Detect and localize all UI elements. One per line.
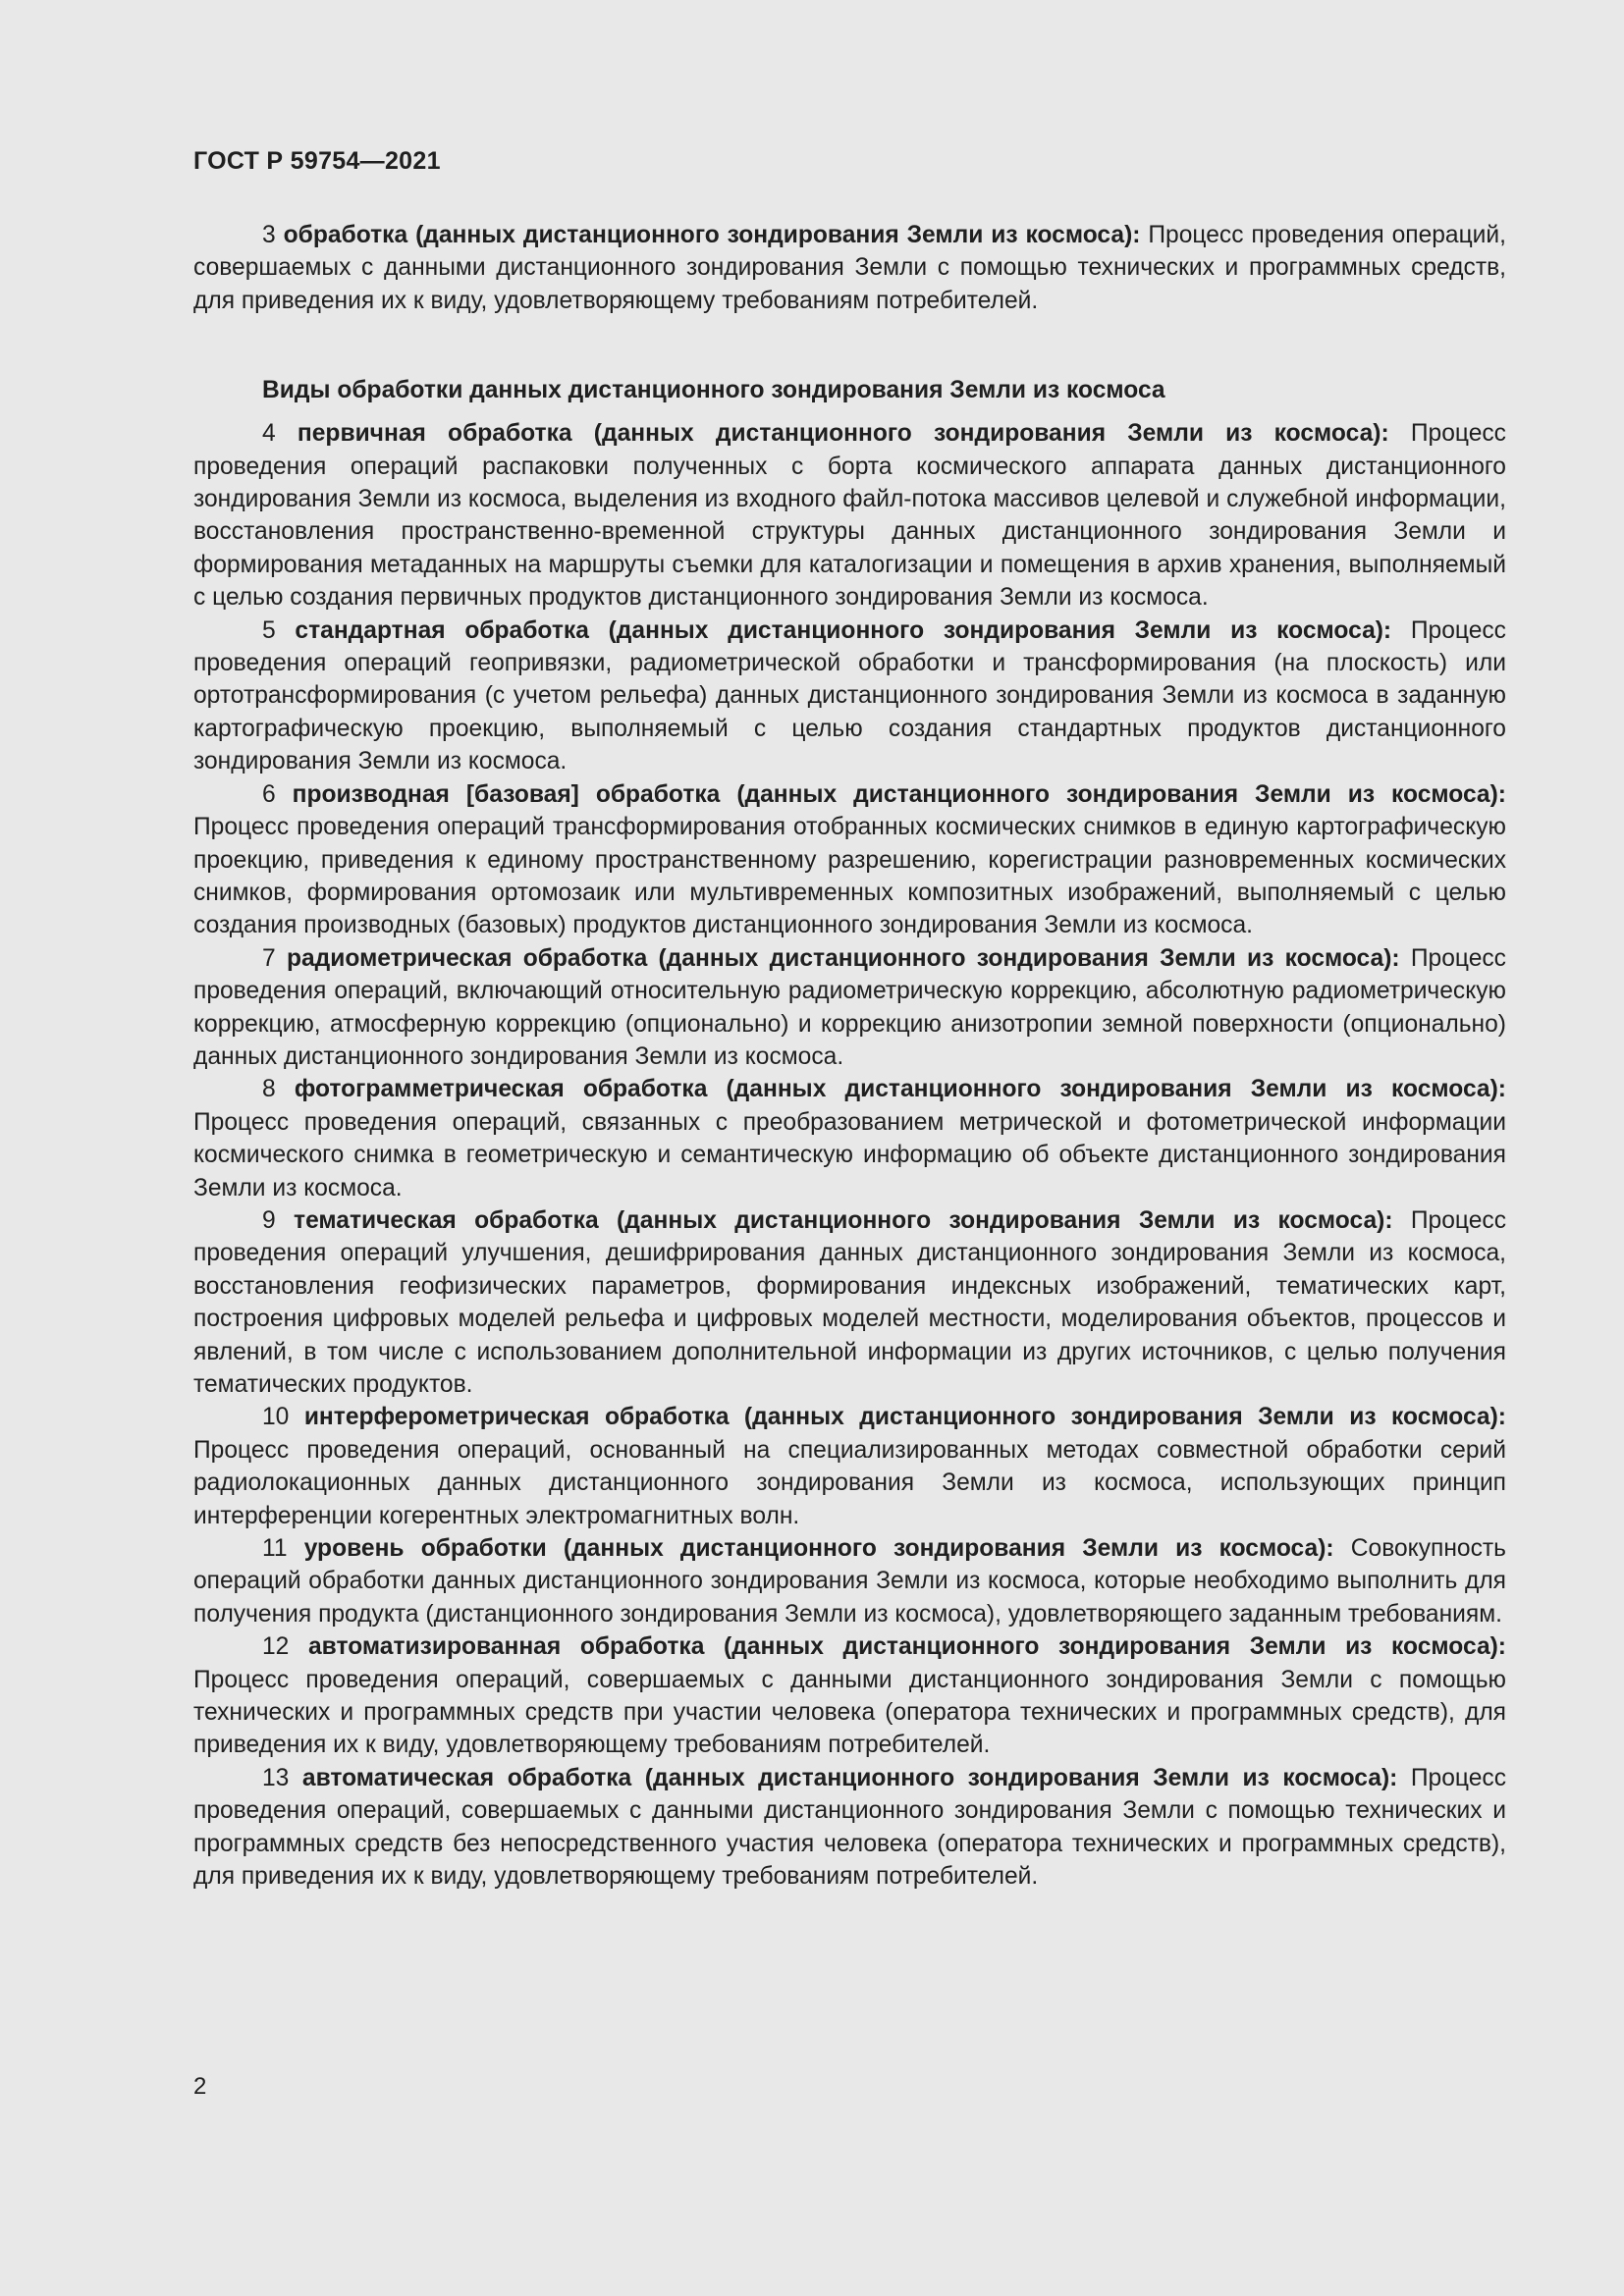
term-number: 7 [262,944,276,972]
term-title: автоматизированная обработка (данных дистанционного зондирования Земли из космоса): [308,1633,1506,1661]
term-entry [193,1401,1506,1532]
term-definition: Процесс проведения операций распаковки полученных с борта космического аппарата данных дистанционного зондирования Земли из космоса, выделения из входного файл-потока массивов целевой и служебной информации, восстановления пространственно-временной структуры данных дистанционного зондирования Земли и формирования метаданных на маршруты съемки для каталогизации и помещения в архив хранения, выполняемый с целью создания первичных продуктов дистанционного зондирования Земли из космоса. [193,420,1506,612]
term-entry [193,1762,1506,1894]
term-title: фотограмметрическая обработка (данных дистанционного зондирования Земли из космоса): [294,1076,1506,1103]
term-entry [193,614,1506,778]
term-entry [193,219,1506,317]
spacer [193,317,1506,374]
term-title: обработка (данных дистанционного зондирования Земли из космоса): [283,222,1141,248]
term-entry [193,417,1506,614]
term-definition: Процесс проведения операций улучшения, дешифрирования данных дистанционного зондирования Земли из космоса, восстановления геофизических параметров, формирования индексных изображений, тематических карт, построения цифровых моделей рельефа и цифровых моделей местности, моделирования объектов, процессов и явлений, в том числе с использованием дополнительной информации из других источников, с целью получения тематических продуктов. [193,1206,1506,1398]
term-definition: Совокупность операций обработки данных дистанционного зондирования Земли из космоса, которые необходимо выполнить для получения продукта (дистанционного зондирования Земли из космоса), удовлетворяющего заданным требованиям. [193,1535,1506,1628]
term-title: стандартная обработка (данных дистанционного зондирования Земли из космоса): [295,616,1392,644]
term-title: уровень обработки (данных дистанционного зондирования Земли из космоса): [303,1535,1334,1563]
term-entry [193,1630,1506,1762]
term-definition: Процесс проведения операций, совершаемых с данными дистанционного зондирования Земли с помощью технических и программных средств без непосредственного участия человека (оператора технических и программных средств), для приведения их к виду, удовлетворяющему требованиям потребителей. [193,1764,1506,1891]
section-heading: Виды обработки данных дистанционного зондирования Земли из космоса [262,377,1165,404]
term-definition: Процесс проведения операций трансформирования отобранных космических снимков в единую картографическую проекцию, приведения к единому пространственному разрешению, корегистрации разновременных космических снимков, формирования ортомозаик или мультивременных композитных изображений, выполняемый с целью создания производных (базовых) продуктов дистанционного зондирования Земли из космоса. [193,814,1506,939]
term-title: тематическая обработка (данных дистанционного зондирования Земли из космоса): [294,1206,1393,1234]
term-entry [193,1073,1506,1204]
page-number: 2 [193,2073,207,2100]
term-title: интерферометрическая обработка (данных дистанционного зондирования Земли из космоса): [303,1404,1506,1431]
term-number: 11 [262,1535,288,1563]
term-title: радиометрическая обработка (данных дистанционного зондирования Земли из космоса): [286,944,1400,972]
term-title: автоматическая обработка (данных дистанционного зондирования Земли из космоса): [301,1764,1398,1791]
term-number: 13 [262,1764,290,1791]
term-definition: Процесс проведения операций, основанный на специализированных методах совместной обработки серий радиолокационных данных дистанционного зондирования Земли из космоса, использующих принцип интерференции когерентных электромагнитных волн. [193,1436,1506,1529]
term-definition: Процесс проведения операций, включающий относительную радиометрическую коррекцию, абсолютную радиометрическую коррекцию, атмосферную коррекцию (опционально) и коррекцию анизотропии земной поверхности (опционально) данных дистанционного зондирования Земли из космоса. [193,944,1506,1070]
term-number: 12 [262,1633,290,1661]
term-entry [193,1532,1506,1630]
term-number: 6 [262,780,276,808]
term-definition: Процесс проведения операций геопривязки, радиометрической обработки и трансформирования (на плоскость) или ортотрансформирования (с учетом рельефа) данных дистанционного зондирования Земли из космоса в заданную картографическую проекцию, выполняемый с целью создания стандартных продуктов дистанционного зондирования Земли из космоса. [193,616,1506,775]
term-number: 8 [262,1076,276,1103]
term-title: первичная обработка (данных дистанционного зондирования Земли из космоса): [297,420,1389,448]
term-number: 5 [262,616,276,644]
document-page [193,147,1506,1894]
term-number: 4 [262,420,276,448]
document-header: ГОСТ Р 59754—2021 [193,147,441,175]
term-number: 10 [262,1404,290,1431]
term-entry [193,778,1506,942]
term-definition: Процесс проведения операций, связанных с преобразованием метрической и фотометрической информации космического снимка в геометрическую и семантическую информацию об объекте дистанционного зондирования Земли из космоса. [193,1108,1506,1201]
term-entry [193,1204,1506,1401]
term-definition: Процесс проведения операций, совершаемых с данными дистанционного зондирования Земли с помощью технических и программных средств, для приведения их к виду, удовлетворяющему требованиям потребителей. [193,222,1506,314]
term-number: 3 [262,222,276,248]
term-entry [193,942,1506,1074]
term-number: 9 [262,1206,276,1234]
term-definition: Процесс проведения операций, совершаемых с данными дистанционного зондирования Земли с помощью технических и программных средств при участии человека (оператора технических и программных средств), для приведения их к виду, удовлетворяющему требованиям потребителей. [193,1666,1506,1759]
term-title: производная [базовая] обработка (данных дистанционного зондирования Земли из космоса): [292,780,1506,808]
